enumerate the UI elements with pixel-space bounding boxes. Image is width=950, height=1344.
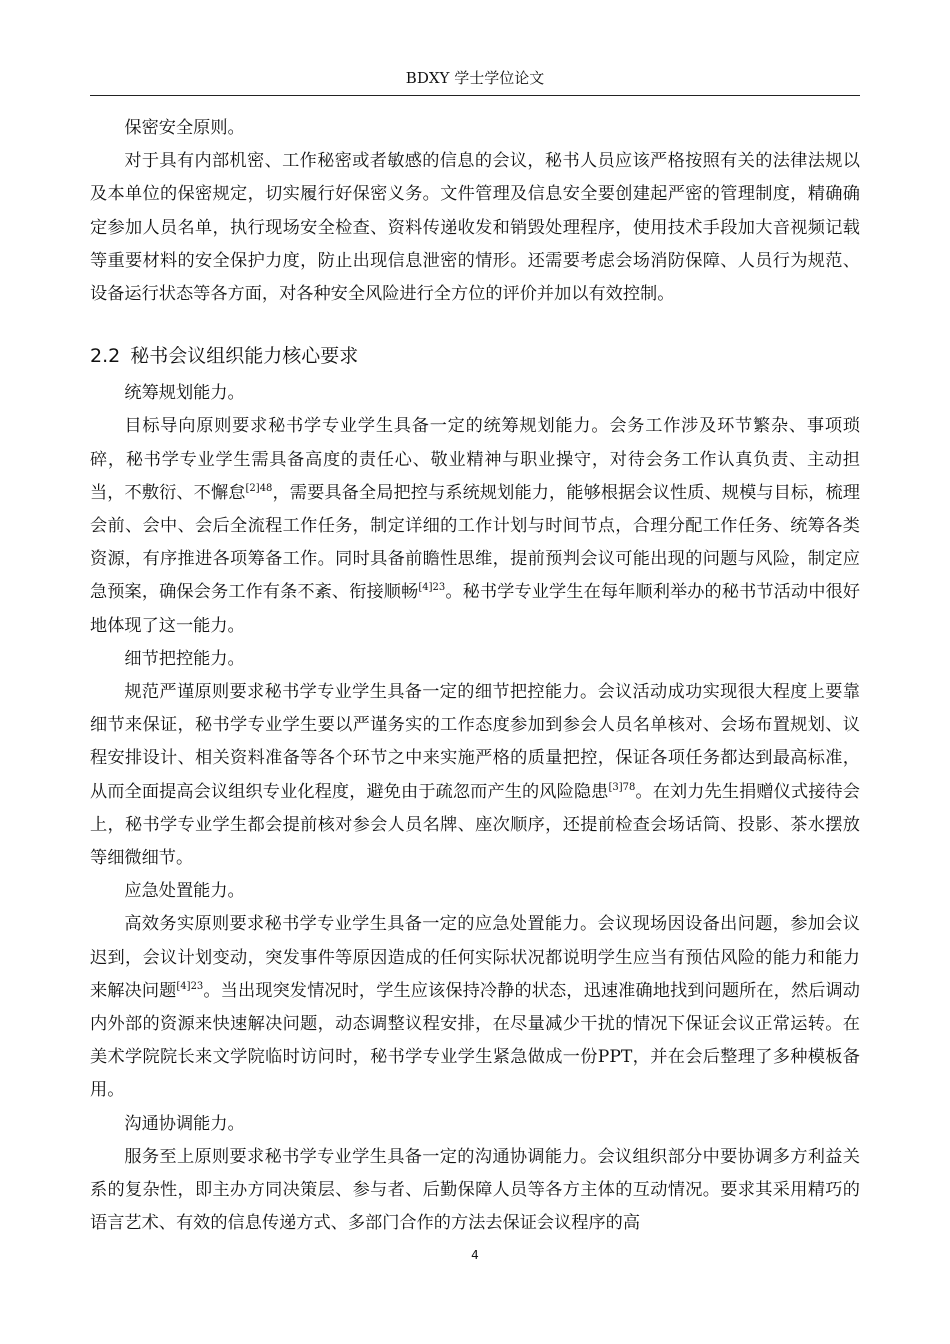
item-heading: 应急处置能力。 <box>124 881 245 902</box>
citation: [4]23 <box>176 980 204 992</box>
page-body <box>90 112 860 1241</box>
text-span: 。秘书学专业学生在每年顺利举办的秘书节活动中很好地体现了这一能力。 <box>90 582 860 636</box>
item-paragraph <box>90 908 860 1107</box>
section-heading <box>90 339 860 373</box>
text-span: ，需要具备全局把控与系统规划能力，能够根据会议性质、规模与目标，梳理会前、会中、会后全流程工作任务，制定详细的工作计划与时间节点，合理分配工作任务、统筹各类资源，有序推进各项筹备工作。同时具备前瞻性思维，提前预判会议可能出现的问题与风险，制定应急预案，确保会务工作有条不紊、衔接顺畅 <box>90 482 860 603</box>
section-title: 秘书会议组织能力核心要求 <box>130 345 359 368</box>
text-span: 。在刘力先生捐赠仪式接待会上，秘书学专业学生都会提前核对参会人员名牌、座次顺序，还提前检查会场话筒、投影、茶水摆放等细微细节。 <box>90 781 860 869</box>
text-span: 规范严谨原则要求秘书学专业学生具备一定的细节把控能力。会议活动成功实现很大程度上要靠细节来保证，秘书学专业学生要以严谨务实的工作态度参加到参会人员名单核对、会场布置规划、议程安排设计、相关资料准备等各个环节之中来实施严格的质量把控，保证各项任务都达到最高标准，从而全面提高会议组织专业化程度，避免由于疏忽而产生的风险隐患 <box>90 682 860 802</box>
section-number: 2.2 <box>90 345 121 368</box>
intro-heading: 保密安全原则。 <box>124 118 245 138</box>
item-heading: 沟通协调能力。 <box>124 1113 245 1134</box>
page-number: 4 <box>471 1248 479 1262</box>
item-paragraph <box>90 676 860 875</box>
text-span: 目标导向原则要求秘书学专业学生具备一定的统筹规划能力。会务工作涉及环节繁杂、事项琐碎，秘书学专业学生需具备高度的责任心、敬业精神与职业操守，对待会务工作认真负责、主动担当，不敷衍、不懈怠 <box>90 416 860 503</box>
item-heading: 细节把控能力。 <box>124 648 245 669</box>
citation: [3]78 <box>608 781 636 793</box>
item-paragraph <box>90 410 860 642</box>
intro-paragraph: 对于具有内部机密、工作秘密或者敏感的信息的会议，秘书人员应该严格按照有关的法律法规以及本单位的保密规定，切实履行好保密义务。文件管理及信息安全要创建起严密的管理制度，精确确定参加人员名单，执行现场安全检查、资料传递收发和销毁处理程序，使用技术手段加大音视频记载等重要材料的安全保护力度，防止出现信息泄密的情形。还需要考虑会场消防保障、人员行为规范、设备运行状态等各方面，对各种安全风险进行全方位的评价并加以有效控制。 <box>90 151 860 305</box>
header-divider <box>90 95 860 96</box>
text-span: 服务至上原则要求秘书学专业学生具备一定的沟通协调能力。会议组织部分中要协调多方利益关系的复杂性，即主办方同决策层、参与者、后勤保障人员等各方主体的互动情况。要求其采用精巧的语言艺术、有效的信息传递方式、多部门合作的方法去保证会议程序的高 <box>90 1146 860 1234</box>
text-span: 高效务实原则要求秘书学专业学生具备一定的应急处置能力。会议现场因设备出问题，参加会议迟到，会议计划变动，突发事件等原因造成的任何实际状况都说明学生应当有预估风险的能力和能力来解决问题 <box>90 914 860 1001</box>
running-header: BDXY 学士学位论文 <box>405 69 545 87</box>
citation: [4]23 <box>418 582 446 594</box>
item-heading: 统筹规划能力。 <box>124 383 245 404</box>
text-span: 。当出现突发情况时，学生应该保持冷静的状态，迅速准确地找到问题所在，然后调动内外部的资源来快速解决问题，动态调整议程安排，在尽量减少干扰的情况下保证会议正常运转。在美术学院院长来文学院临时访问时，秘书学专业学生紧急做成一份PPT，并在会后整理了多种模板备用。 <box>90 980 860 1101</box>
citation: [2]48 <box>245 482 273 494</box>
item-paragraph <box>90 1141 860 1241</box>
